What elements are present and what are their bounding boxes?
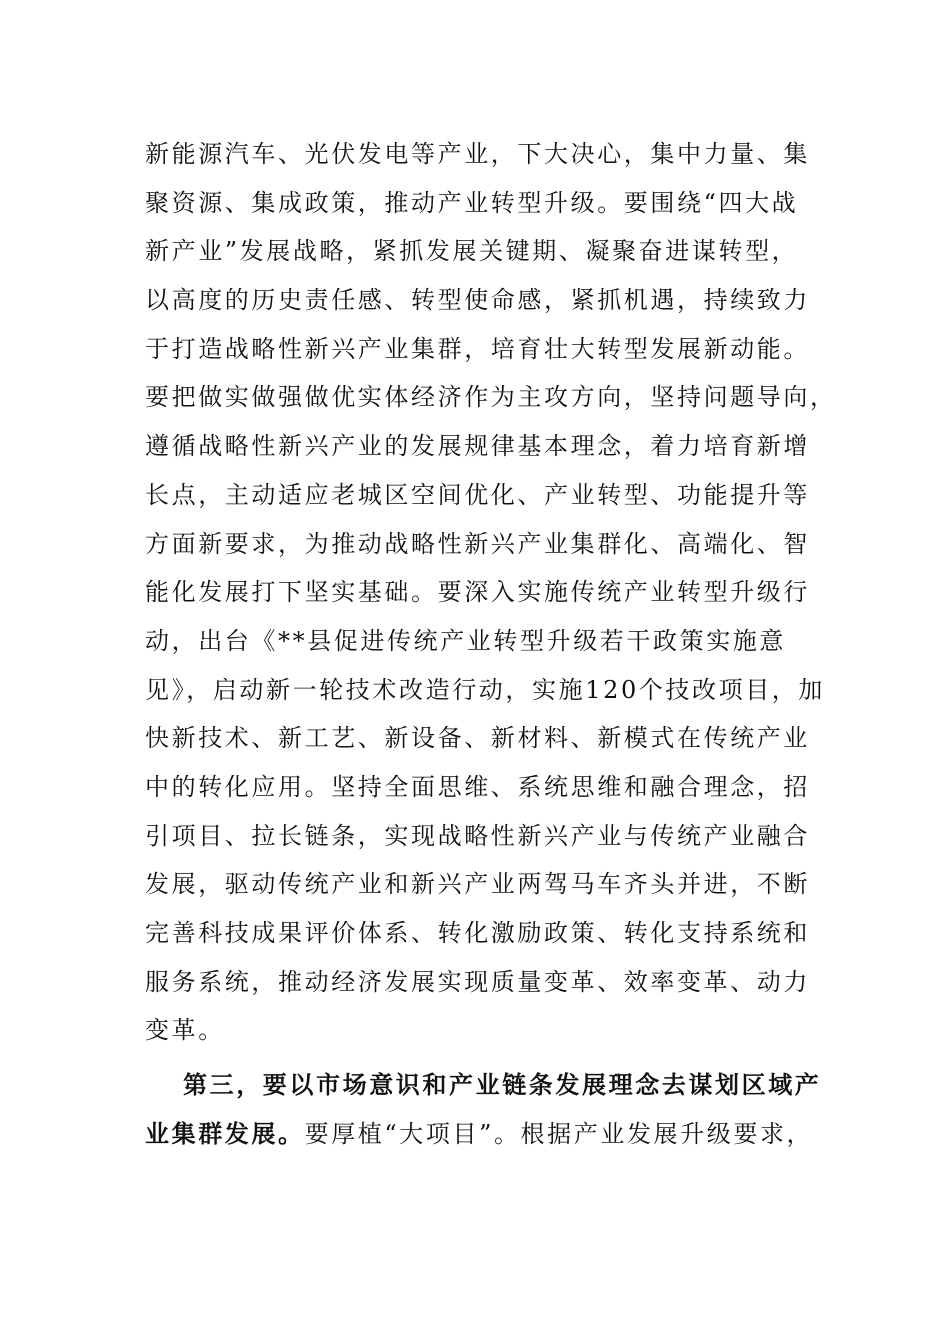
paragraph-line: 长点，主动适应老城区空间优化、产业转型、功能提升等 [145,480,810,509]
paragraph-line-rest: 要厚植“大项目”。根据产业发展升级要求， [304,1119,814,1148]
section-heading-line: 第三，要以市场意识和产业链条发展理念去谋划区域产 [183,1070,822,1100]
paragraph-line: 完善科技成果评价体系、转化激励政策、转化支持系统和 [145,919,810,947]
section-heading-end: 业集群发展。 [145,1118,305,1148]
paragraph-line: 新能源汽车、光伏发电等产业，下大决心，集中力量、集 [145,140,810,168]
paragraph-line: 聚资源、集成政策，推动产业转型升级。要围绕“四大战 [145,188,799,217]
paragraph-1 [145,130,837,1055]
paragraph-line: 能化发展打下坚实基础。要深入实施传统产业转型升级行 [145,578,810,607]
paragraph-line: 新产业”发展战略，紧抓发展关键期、凝聚奋进谋转型， [145,237,799,266]
paragraph-line: 变革。 [145,1016,225,1045]
paragraph-line: 快新技术、新工艺、新设备、新材料、新模式在传统产业 [145,724,810,753]
paragraph-line: 要把做实做强做优实体经济作为主攻方向，坚持问题导向， [145,383,837,412]
paragraph-line [145,1110,825,1159]
paragraph-line: 发展，驱动传统产业和新兴产业两驾马车齐头并进，不断 [145,870,810,899]
paragraph-line: 引项目、拉长链条，实现战略性新兴产业与传统产业融合 [145,821,810,850]
paragraph-line: 以高度的历史责任感、转型使命感，紧抓机遇，持续致力 [145,286,810,315]
paragraph-line: 方面新要求，为推动战略性新兴产业集群化、高端化、智 [145,529,810,558]
paragraph-line: 动，出台《**县促进传统产业转型升级若干政策实施意 [145,626,786,655]
paragraph-line: 遵循战略性新兴产业的发展规律基本理念，着力培育新增 [145,432,810,461]
paragraph-line: 中的转化应用。坚持全面思维、系统思维和融合理念，招 [145,772,810,801]
document-body [145,130,837,1158]
paragraph-line: 服务系统，推动经济发展实现质量变革、效率变革、动力 [145,967,810,996]
paragraph-line: 于打造战略性新兴产业集群，培育壮大转型发展新动能。 [145,334,810,363]
paragraph-2 [145,1061,825,1158]
paragraph-line: 见》，启动新一轮技术改造行动，实施120个技改项目，加 [145,675,826,704]
